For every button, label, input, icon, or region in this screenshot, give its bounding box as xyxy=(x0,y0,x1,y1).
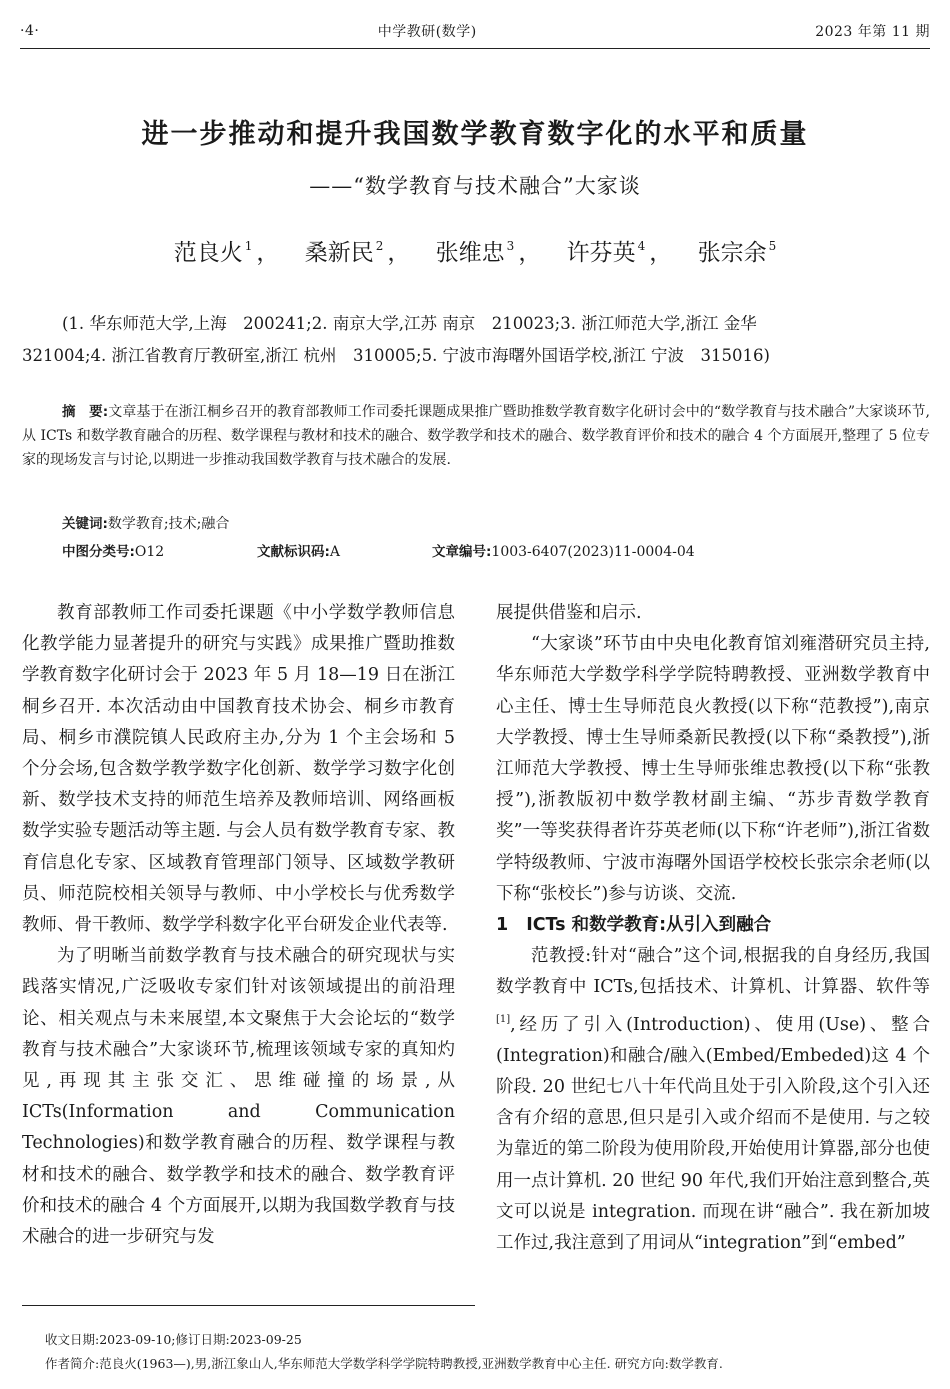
affiliation-mark: 2 xyxy=(375,239,384,253)
author xyxy=(305,240,384,266)
author-name: 张宗余 xyxy=(697,240,767,266)
footnote-divider xyxy=(22,1305,475,1306)
clc-label: 中图分类号: xyxy=(62,544,135,560)
doc-code-value: A xyxy=(329,544,341,560)
header-divider xyxy=(20,48,930,49)
author-name: 桑新民 xyxy=(304,240,374,266)
author xyxy=(174,240,253,266)
document-code xyxy=(257,540,432,560)
keywords xyxy=(62,512,930,533)
doc-code-label: 文献标识码: xyxy=(257,544,330,560)
body-column-left xyxy=(22,598,455,1253)
footnote-author-bio: 作者简介:范良火(1963—),男,浙江象山人,华东师范大学数学科学学院特聘教授,亚洲数学教育中心主任. 研究方向:数学教育. xyxy=(45,1356,723,1371)
body-paragraph: 教育部教师工作司委托课题《中小学数学教师信息化教学能力显著提升的研究与实践》成果推广暨助推数学教育数字化研讨会于 2023 年 5 月 18—19 日在浙江桐乡召开. 本次活动由中国教育技术协会、桐乡市教育局、桐乡市濮院镇人民政府主办,分为 1 个主会场和 5 个分会场,包含数学教学数字化创新、数学学习数字化创新、数学技术支持的师范生培养及教师培训、网络画板数学实验专题活动等主题. 与会人员有数学教育专家、教育信息化专家、区域教育管理部门领导、区域数学教研员、师范院校相关领导与教师、中小学校长与优秀数学教师、骨干教师、数学学科数字化平台研发企业代表等. xyxy=(22,603,455,936)
abstract-text: 文章基于在浙江桐乡召开的教育部教师工作司委托课题成果推广暨助推数学教育数字化研讨会中的“数学教育与技术融合”大家谈环节,从 ICTs 和数学教育融合的历程、数学课程与教材和技术的融合、数学教学和技术的融合、数学教育评价和技术的融合 4 个方面展开,整理了 5 位专家的现场发言与讨论,以期进一步推动我国数学教育与技术融合的发展. xyxy=(22,404,930,468)
clc-number xyxy=(62,540,257,560)
affiliation-line: 321004;4. 浙江省教育厅教研室,浙江 杭州 310005;5. 宁波市海曙外国语学校,浙江 宁波 315016) xyxy=(22,346,770,365)
author xyxy=(436,240,515,266)
body-paragraph: 为了明晰当前数学教育与技术融合的研究现状与实践落实情况,广泛吸收专家们针对该领域提出的前沿理论、相关观点与未来展望,本文聚焦于大会论坛的“数学教育与技术融合”大家谈环节,梳理该领域专家的真知灼见,再现其主张交汇、思维碰撞的场景,从 ICTs(Information and Communication Technologies)和数学教育融合的历程、数学课程与教材和技术的融合、数学教学和技术的融合、数学教育评价和技术的融合 4 个方面展开,以期为我国数学教育与技术融合的进一步研究与发 xyxy=(22,946,455,1248)
running-header xyxy=(20,18,930,44)
abstract-label: 摘 要: xyxy=(62,404,109,420)
section-title: ICTs 和数学教育:从引入到融合 xyxy=(526,915,772,936)
author-name: 范良火 xyxy=(173,240,243,266)
keywords-label: 关键词: xyxy=(62,516,108,532)
paragraph-text: ,经历了引入(Introduction)、使用(Use)、整合(Integration)和融合/融入(Embed/Embeded)这 4 个阶段. 20 世纪七八十年代尚且处于引入阶段,这个引入还含有介绍的意思,但只是引入或介绍而不是使用. 与之较为靠近的第二阶段为使用阶段,开始使用计算器,部分也使用一点计算机. 20 世纪 90 年代,我们开始注意到整合,英文可以说是 integration. 而现在讲“融合”. 我在新加坡工作过,我注意到了用词从“integration”到“embed” xyxy=(496,1014,930,1254)
author-name: 许芬英 xyxy=(566,240,636,266)
author-name: 张维忠 xyxy=(435,240,505,266)
footnote-dates: 收文日期:2023-09-10;修订日期:2023-09-25 xyxy=(45,1332,302,1347)
affiliation-mark: 5 xyxy=(768,239,777,253)
body-paragraph: “大家谈”环节由中央电化教育馆刘雍潜研究员主持,华东师范大学数学科学学院特聘教授、亚洲数学教育中心主任、博士生导师范良火教授(以下称“范教授”),南京大学教授、博士生导师桑新民教授(以下称“桑教授”),浙江师范大学教授、博士生导师张维忠教授(以下称“张教授”),浙教版初中数学教材副主编、“苏步青数学教育奖”一等奖获得者许芬英老师(以下称“许老师”),浙江省数学特级教师、宁波市海曙外国语学校校长张宗余老师(以下称“张校长”)参与访谈、交流. xyxy=(496,634,930,904)
article-subtitle: ——“数学教育与技术融合”大家谈 xyxy=(309,174,641,198)
body-paragraph xyxy=(496,941,930,1259)
page-number: ·4· xyxy=(20,23,40,39)
author-separator: ， xyxy=(518,240,542,266)
affiliation-line: (1. 华东师范大学,上海 200241;2. 南京大学,江苏 南京 210023;3. 浙江师范大学,浙江 金华 xyxy=(62,314,757,333)
article-number-label: 文章编号: xyxy=(432,544,492,560)
author-separator: ， xyxy=(387,240,411,266)
affiliations xyxy=(22,308,928,372)
author xyxy=(567,240,646,266)
section-heading xyxy=(496,910,930,941)
affiliation-mark: 3 xyxy=(506,239,515,253)
author-separator: ， xyxy=(256,240,280,266)
section-number: 1 xyxy=(496,915,509,936)
article-number xyxy=(432,540,695,560)
article-title: 进一步推动和提升我国数学教育数字化的水平和质量 xyxy=(141,119,809,150)
clc-value: O12 xyxy=(134,544,165,560)
affiliation-mark: 1 xyxy=(244,239,253,253)
classification-info xyxy=(62,540,930,560)
body-paragraph: 展提供借鉴和启示. xyxy=(496,603,642,623)
author xyxy=(698,240,777,266)
affiliation-mark: 4 xyxy=(637,239,646,253)
keywords-text: 数学教育;技术;融合 xyxy=(107,516,230,532)
abstract xyxy=(22,400,930,472)
author-separator: ， xyxy=(649,240,673,266)
article-number-value: 1003-6407(2023)11-0004-04 xyxy=(491,544,695,560)
author-list xyxy=(0,234,950,267)
paragraph-text: 范教授:针对“融合”这个词,根据我的自身经历,我国数学教育中 ICTs,包括技术、计算机、计算器、软件等 xyxy=(496,946,930,998)
issue-info: 2023 年第 11 期 xyxy=(815,24,930,40)
citation-mark[interactable]: [1] xyxy=(496,1013,511,1025)
journal-name: 中学教研(数学) xyxy=(377,24,477,40)
body-column-right xyxy=(496,598,930,1259)
